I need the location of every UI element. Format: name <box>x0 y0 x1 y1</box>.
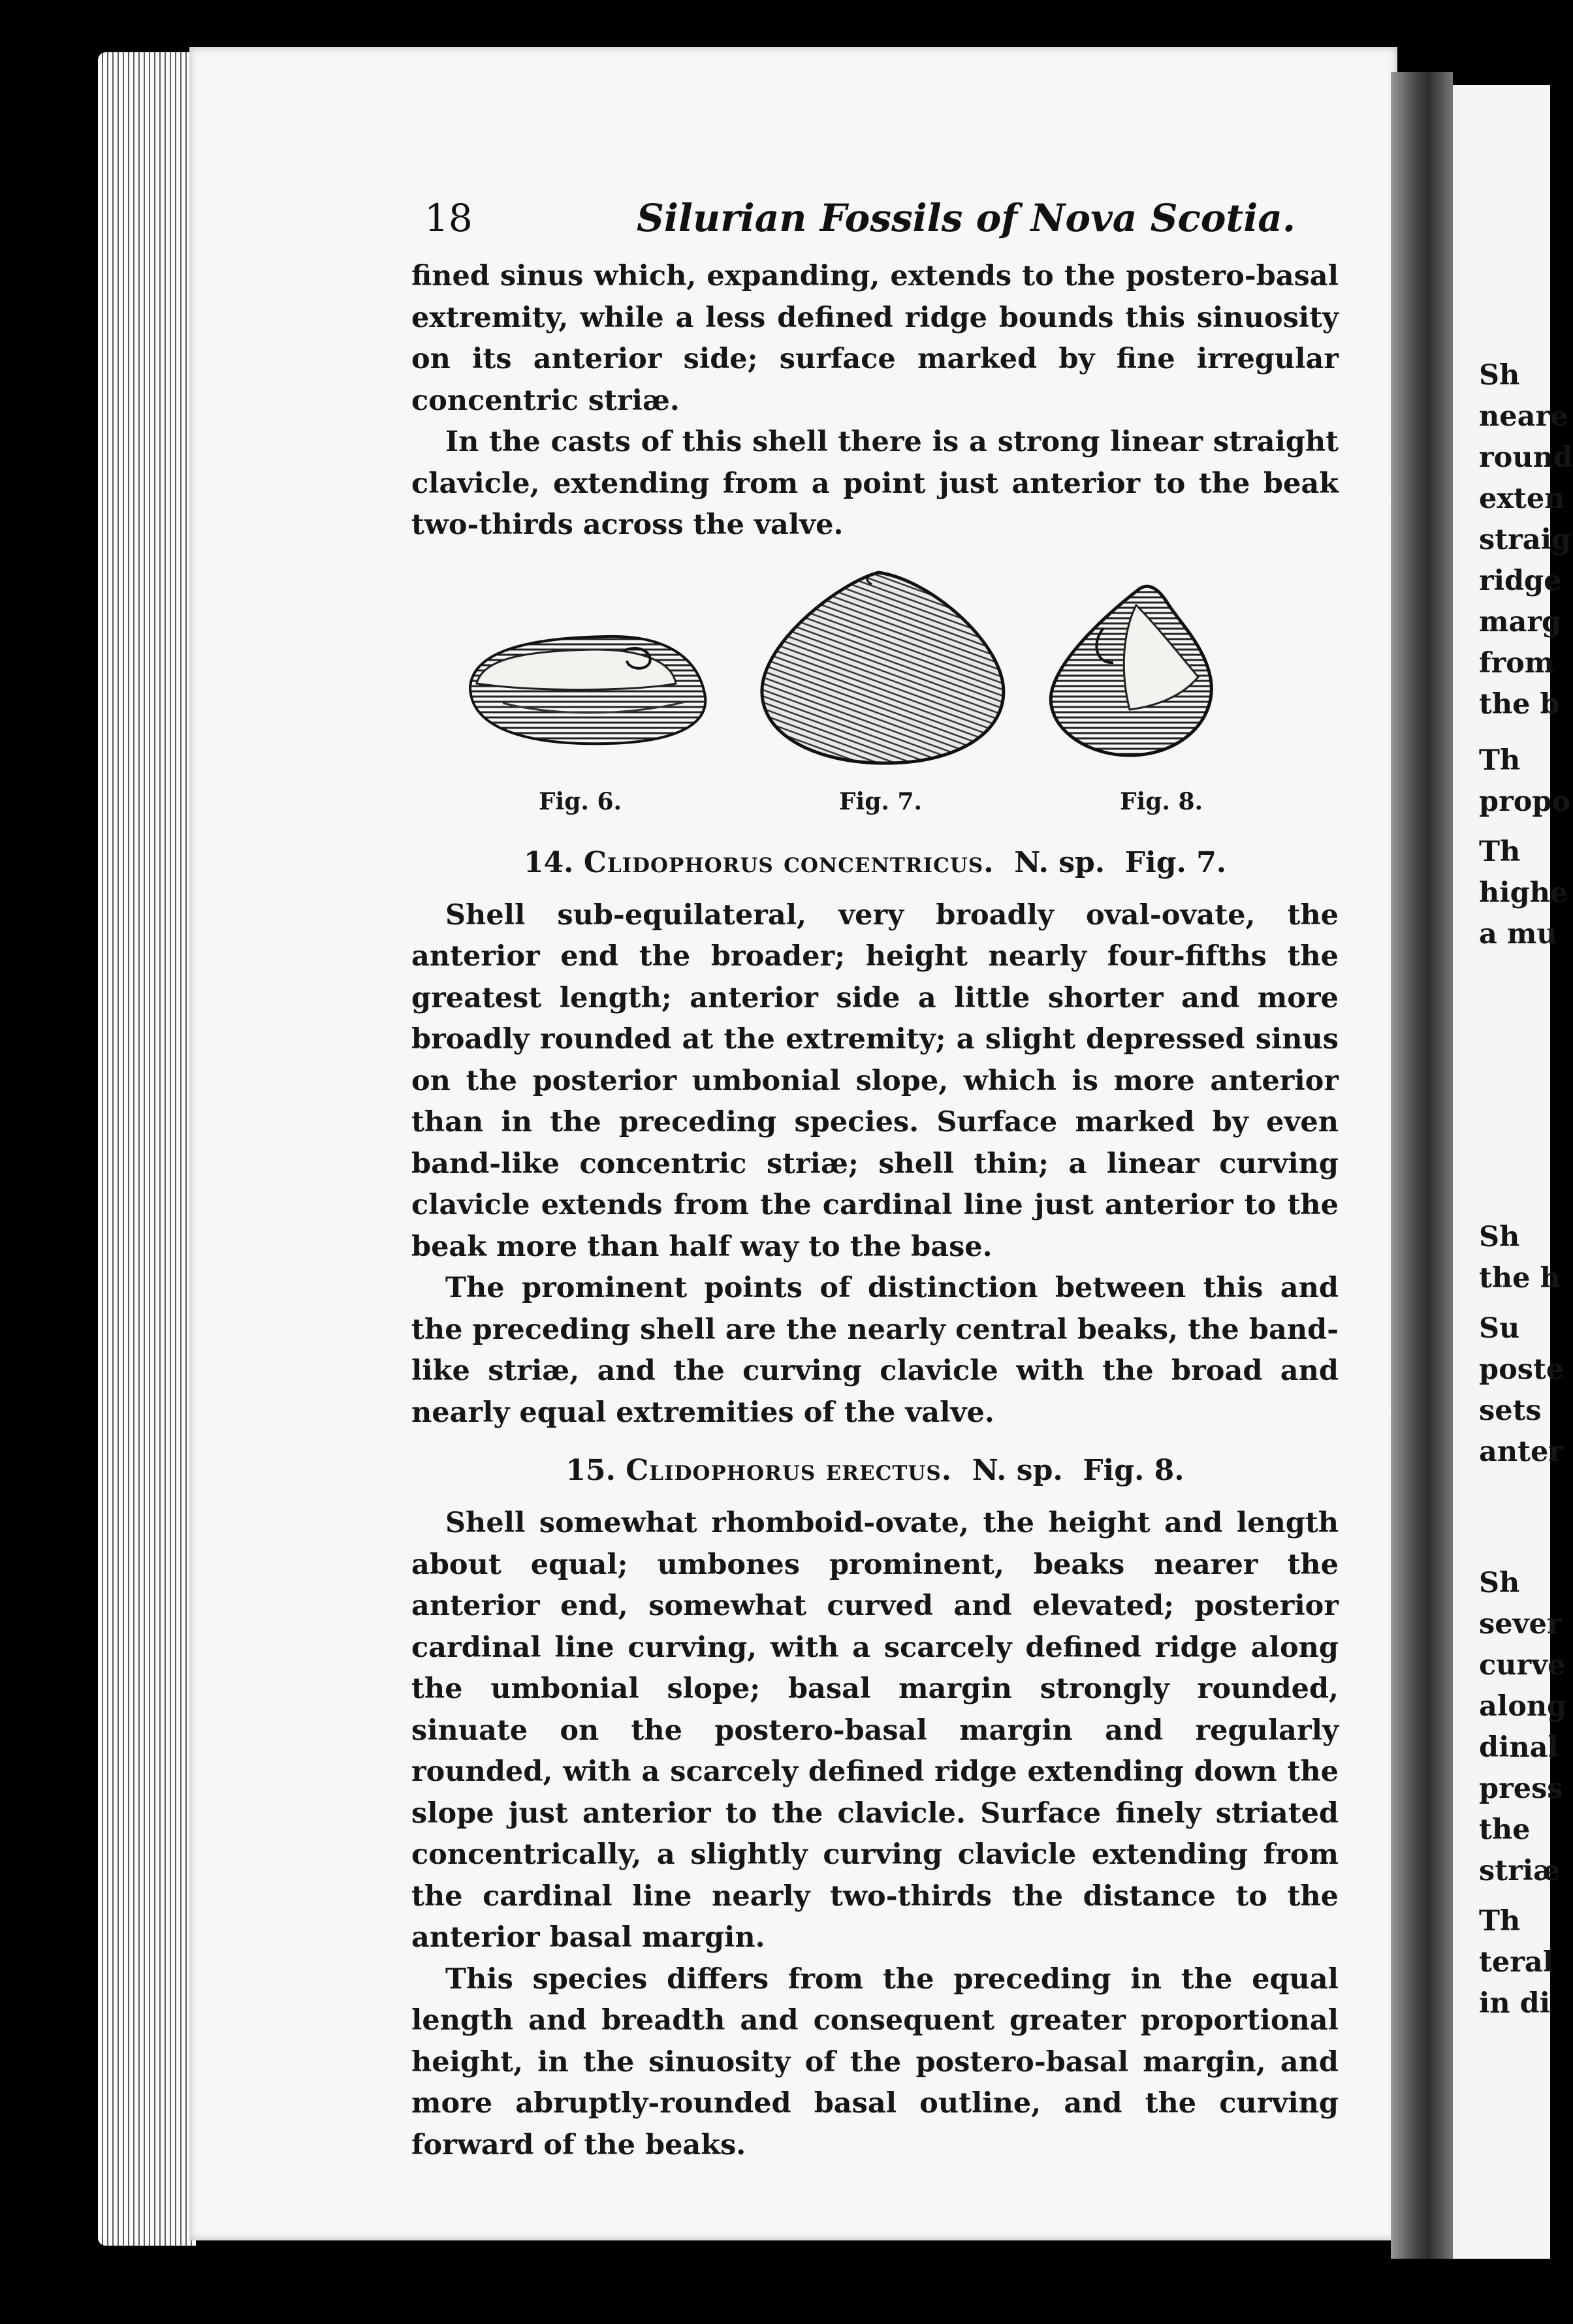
book-gutter <box>1391 72 1453 2259</box>
page-number: 18 <box>424 196 473 240</box>
running-title: Silurian Fossils of Nova Scotia. <box>637 196 1296 240</box>
facing-text-fragment: sets <box>1479 1394 1542 1427</box>
body-paragraph: Shell somewhat rhomboid-ovate, the height and length about equal; umbones prominent, beaks nearer the anterior end, somewhat curved and elevated; posterior cardinal line curving, with a scarcely defined ridge along the umbonial slope; basal margin strongly rounded, sinuate on the postero-basal margin and regularly rounded, with a scarcely defined ridge extending down the slope just anterior to the clavicle. Surface finely striated concentrically, a slightly curving clavicle extending from the cardinal line nearly two-thirds the distance to the anterior basal margin. <box>411 1507 1339 1954</box>
species-epithet: erectus. <box>825 1454 953 1487</box>
facing-text-fragment: a mu <box>1479 918 1557 950</box>
new-species-tag: N. sp. <box>972 1454 1063 1487</box>
facing-text-fragment: press <box>1479 1772 1563 1805</box>
body-paragraph: Shell sub-equilateral, very broadly oval-ovate, the anterior end the broader; height nearly four-fifths the greatest length; anterior side a little shorter and more broadly rounded at the extremity; a slight depressed sinus on the posterior umbonial slope, which is more anterior than in the preceding species. Surface marked by even band-like concentric striæ; shell thin; a linear curving clavicle extends from the cardinal line just anterior to the beak more than half way to the base. <box>411 898 1339 1263</box>
facing-text-fragment: anter <box>1479 1436 1563 1468</box>
facing-text-fragment: Th <box>1479 1905 1521 1938</box>
facing-text-fragment: highe <box>1479 877 1568 909</box>
bivalve-shell-elongate-icon <box>470 636 705 743</box>
facing-text-fragment: the h <box>1479 1262 1561 1295</box>
facing-text-fragment: marg <box>1479 606 1562 638</box>
facing-text-fragment: the <box>1479 1814 1531 1846</box>
facing-text-fragment: propo <box>1479 785 1571 818</box>
facing-text-fragment: from <box>1479 647 1555 680</box>
facing-text-fragment: exten <box>1479 482 1565 515</box>
facing-text-fragment: dinal <box>1479 1731 1559 1764</box>
page-header <box>411 189 1339 248</box>
facing-text-fragment: Sh <box>1479 1567 1520 1599</box>
facing-text-fragment: Th <box>1479 744 1521 777</box>
figure-label: Fig. 8. <box>1120 787 1203 815</box>
facing-text-fragment: Sh <box>1479 359 1520 392</box>
facing-text-fragment: round <box>1479 441 1573 474</box>
facing-text-fragment: sever <box>1479 1608 1562 1641</box>
facing-text-fragment: Sh <box>1479 1221 1520 1253</box>
species-genus: Clidophorus <box>583 845 774 879</box>
facing-text-fragment: ridge <box>1479 565 1562 597</box>
page-content <box>411 189 1339 2166</box>
species-heading <box>411 1448 1339 1494</box>
body-paragraph: In the casts of this shell there is a strong linear straight clavicle, extending from a point just anterior to the beak two-thirds across the valve. <box>411 426 1339 541</box>
facing-text-fragment: striæ <box>1479 1855 1561 1887</box>
figure-label: Fig. 7. <box>839 787 923 815</box>
facing-text-fragment: poste <box>1479 1353 1565 1386</box>
figure-plate <box>411 553 1339 840</box>
species-genus: Clidophorus <box>626 1454 816 1487</box>
species-number: 14. <box>523 845 574 879</box>
facing-page-fragment <box>1453 85 1573 2259</box>
facing-text-fragment: curve <box>1479 1649 1566 1682</box>
facing-text-fragment: Su <box>1479 1312 1520 1345</box>
species-epithet: concentricus. <box>784 845 994 879</box>
body-paragraph: This species differs from the preceding in the equal length and breadth and consequent greater proportional height, in the sinuosity of the postero-basal margin, and more abruptly-rounded basal outline, and the curving forward of the beaks. <box>411 1962 1339 2161</box>
facing-text-fragment: neare <box>1479 400 1568 433</box>
facing-text-fragment: teral <box>1479 1946 1554 1979</box>
facing-text-fragment: straig <box>1479 524 1571 556</box>
species-heading <box>411 840 1339 886</box>
figure-reference: Fig. 8. <box>1083 1454 1184 1487</box>
facing-text-fragment: Th <box>1479 836 1521 868</box>
figure-reference: Fig. 7. <box>1124 845 1227 879</box>
book-page-edges <box>98 52 196 2246</box>
facing-text-fragment: in di <box>1479 1987 1550 2020</box>
facing-text-fragment: the b <box>1479 688 1560 721</box>
figure-label: Fig. 6. <box>539 787 622 815</box>
new-species-tag: N. sp. <box>1014 845 1105 879</box>
body-paragraph: fined sinus which, expanding, extends to the postero-basal extremity, while a less defined ridge bounds this sinuosity on its anterior side; surface marked by fine irregular concentric striæ. <box>411 260 1339 417</box>
species-number: 15. <box>565 1454 616 1487</box>
facing-text-fragment: along <box>1479 1690 1567 1723</box>
bivalve-shell-broad-icon <box>762 573 1004 763</box>
body-paragraph: The prominent points of distinction between this and the preceding shell are the nearly central beaks, the band-like striæ, and the curving clavicle with the broad and nearly equal extremities of the valve. <box>411 1272 1339 1429</box>
bivalve-shell-rhomboid-icon <box>1051 586 1211 755</box>
